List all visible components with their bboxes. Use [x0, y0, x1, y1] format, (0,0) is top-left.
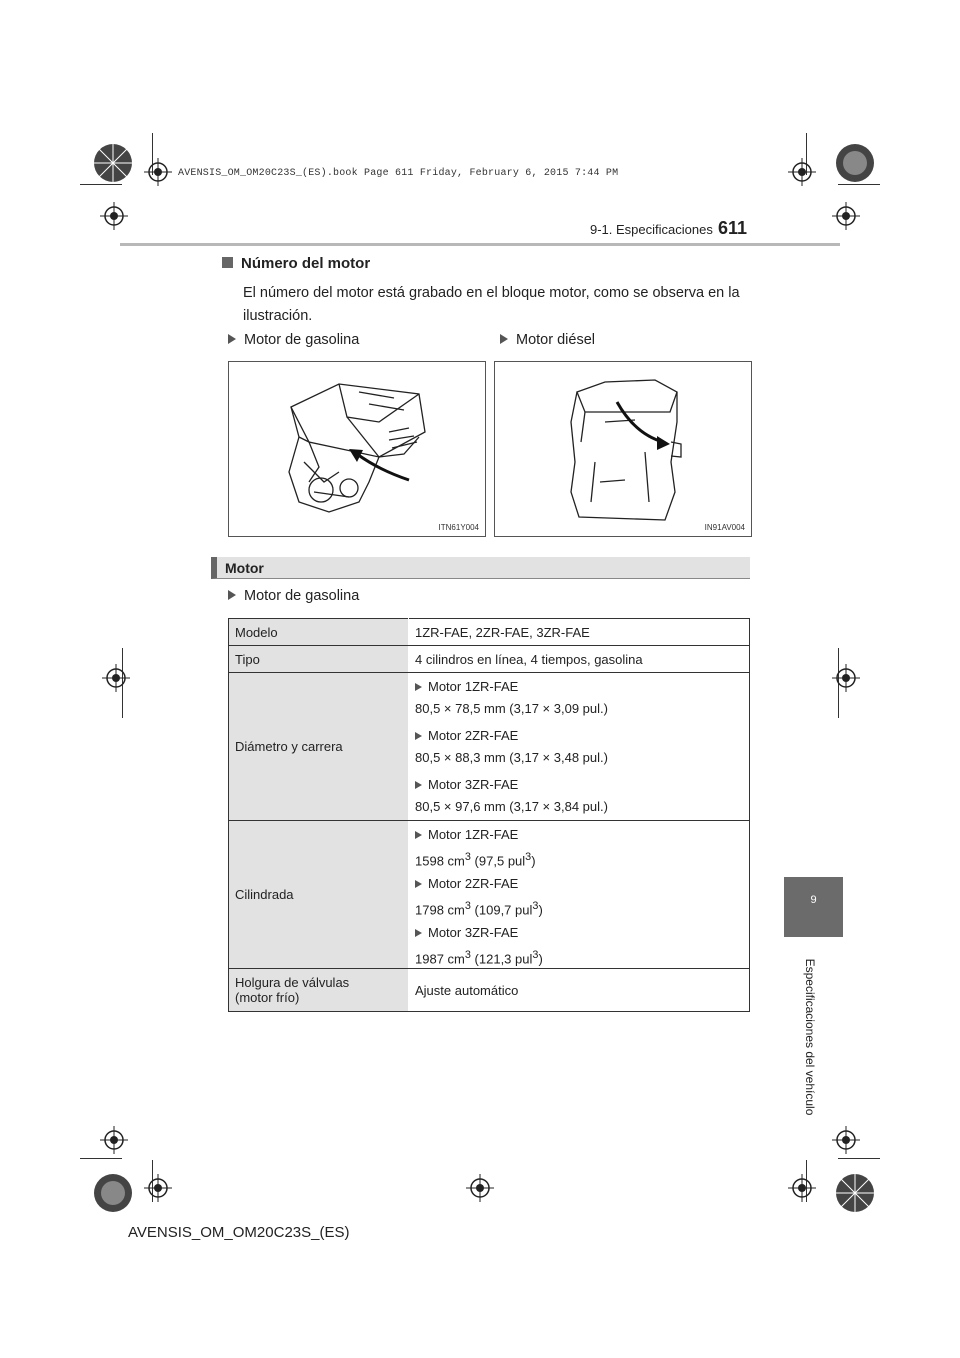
footer-code: AVENSIS_OM_OM20C23S_(ES) — [128, 1224, 350, 1241]
engine-number-paragraph: El número del motor está grabado en el bloque motor, como se observa en la ilustración. — [243, 285, 740, 324]
list-item: 80,5 × 78,5 mm (3,17 × 3,09 pul.) — [415, 700, 608, 716]
row-value: Ajuste automático — [409, 969, 750, 1012]
section-title: 9-1. Especificaciones — [590, 222, 713, 237]
registration-mark-icon — [832, 1170, 878, 1216]
row-label: Cilindrada — [229, 821, 409, 969]
list-item: 1798 $cm^3$ (109,7 pul$^3$) — [415, 899, 543, 917]
triangle-bullet-icon — [415, 732, 422, 740]
gasoline-engine-figure — [228, 361, 486, 537]
table-row — [229, 646, 750, 673]
row-value: 1ZR-FAE, 2ZR-FAE, 3ZR-FAE — [409, 619, 750, 646]
row-value — [409, 821, 750, 969]
crosshair-icon — [102, 664, 130, 692]
chapter-number: 9 — [810, 894, 817, 906]
page-number: 611 — [718, 218, 748, 238]
crosshair-icon — [466, 1174, 494, 1202]
registration-mark-icon — [90, 1170, 136, 1216]
motor-section-title: Motor — [225, 560, 264, 576]
list-item: 80,5 × 88,3 mm (3,17 × 3,48 pul.) — [415, 749, 608, 765]
crosshair-icon — [832, 202, 860, 230]
figure-code: ITN61Y004 — [438, 523, 479, 532]
engine-spec-table — [228, 618, 750, 1012]
triangle-bullet-icon — [415, 880, 422, 888]
crosshair-icon — [788, 158, 816, 186]
list-item: Motor 2ZR-FAE — [415, 725, 749, 747]
motor-section-header — [211, 557, 750, 579]
crosshair-icon — [144, 158, 172, 186]
list-item: Motor 3ZR-FAE — [415, 922, 749, 944]
gasoline-label: Motor de gasolina — [228, 332, 359, 348]
diesel-engine-illustration — [495, 362, 751, 536]
row-value: 4 cilindros en línea, 4 tiempos, gasolina — [409, 646, 750, 673]
crosshair-icon — [144, 1174, 172, 1202]
diesel-label: Motor diésel — [500, 332, 595, 348]
row-label: Modelo — [229, 619, 409, 646]
triangle-bullet-icon — [228, 590, 236, 600]
list-item: Motor 3ZR-FAE — [415, 774, 749, 796]
motor-subtitle: Motor de gasolina — [228, 588, 359, 604]
chapter-tab — [784, 877, 843, 937]
table-row — [229, 969, 750, 1012]
list-item: Motor 1ZR-FAE — [415, 676, 749, 698]
triangle-bullet-icon — [415, 929, 422, 937]
gasoline-engine-illustration — [229, 362, 485, 536]
list-item: 80,5 × 97,6 mm (3,17 × 3,84 pul.) — [415, 798, 608, 814]
figure-code: IN91AV004 — [704, 523, 745, 532]
crosshair-icon — [788, 1174, 816, 1202]
list-item: Motor 2ZR-FAE — [415, 873, 749, 895]
table-row — [229, 619, 750, 646]
registration-mark-icon — [90, 140, 136, 186]
table-row — [229, 821, 750, 969]
row-label: Holgura de válvulas (motor frío) — [229, 969, 409, 1012]
crosshair-icon — [832, 664, 860, 692]
chapter-side-label: Especificaciones del vehículo — [803, 958, 817, 1116]
diesel-engine-figure — [494, 361, 752, 537]
triangle-bullet-icon — [500, 334, 508, 344]
square-bullet-icon — [222, 257, 233, 268]
row-label: Tipo — [229, 646, 409, 673]
row-value — [409, 673, 750, 821]
triangle-bullet-icon — [228, 334, 236, 344]
crosshair-icon — [100, 202, 128, 230]
crosshair-icon — [832, 1126, 860, 1154]
engine-number-heading: Número del motor — [222, 255, 370, 272]
triangle-bullet-icon — [415, 831, 422, 839]
triangle-bullet-icon — [415, 781, 422, 789]
header-rule — [120, 243, 840, 246]
list-item: 1987 $cm^3$ (121,3 pul$^3$) — [415, 948, 543, 966]
list-item: Motor 1ZR-FAE — [415, 824, 749, 846]
print-info: AVENSIS_OM_OM20C23S_(ES).book Page 611 Friday, February 6, 2015 7:44 PM — [178, 168, 619, 179]
triangle-bullet-icon — [415, 683, 422, 691]
row-label: Diámetro y carrera — [229, 673, 409, 821]
crosshair-icon — [100, 1126, 128, 1154]
table-row — [229, 673, 750, 821]
list-item: 1598 $cm^3$ (97,5 pul$^3$) — [415, 850, 536, 868]
registration-mark-icon — [832, 140, 878, 186]
